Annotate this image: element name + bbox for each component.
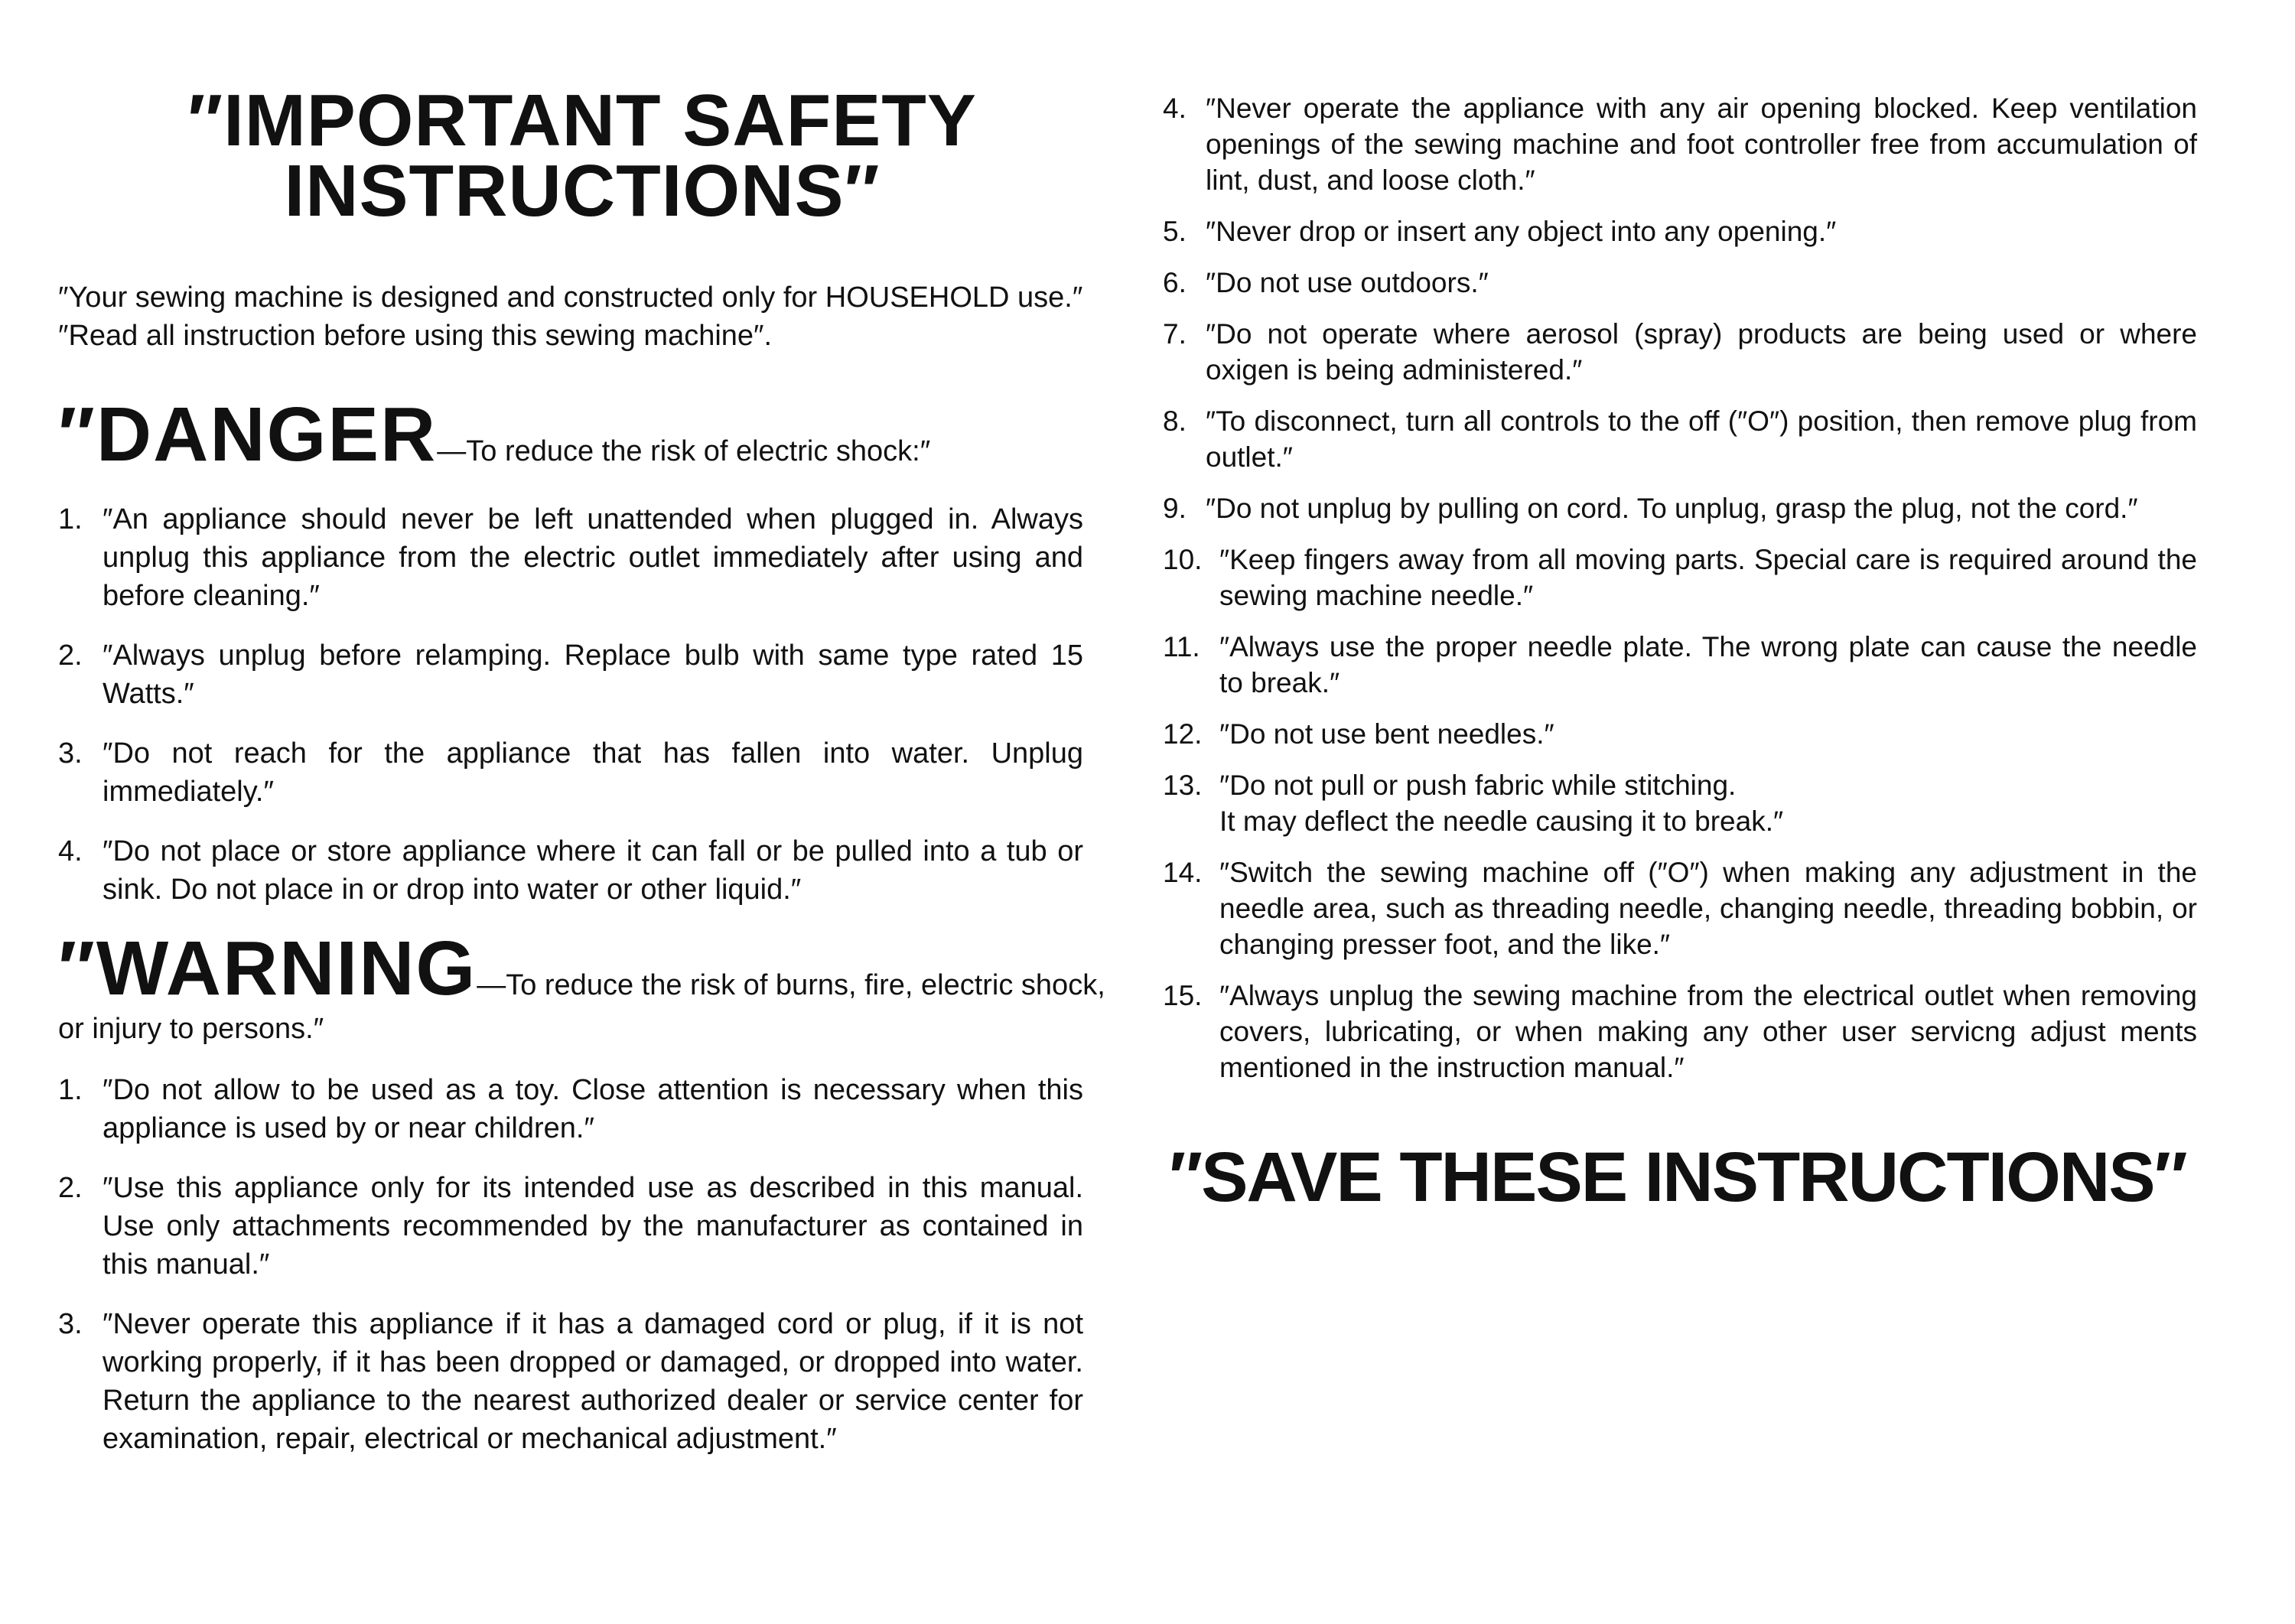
- item-number: 2.: [58, 640, 83, 672]
- item-text: ″Never operate this appliance if it has a damaged cord or plug, if it is not working properly, if it has been dropped or damaged, or dropped into water. Return the appliance to the nearest authorized dealer or service center for examination, repair, electrical or mechanical adjustment.″: [103, 1308, 1083, 1455]
- intro-text: [58, 278, 1083, 355]
- warning-list-continued: [1163, 90, 2197, 1085]
- item-text-continued: It may deflect the needle causing it to break.″: [1219, 805, 1784, 837]
- item-number: 11.: [1163, 631, 1200, 662]
- list-item: [1163, 716, 2197, 752]
- item-text: ″Do not place or store appliance where it can fall or be pulled into a tub or sink. Do not place in or drop into water or other liquid.″: [103, 835, 1083, 906]
- item-number: 4.: [1163, 93, 1187, 124]
- item-text: ″Do not unplug by pulling on cord. To unplug, grasp the plug, not the cord.″: [1206, 493, 2138, 524]
- intro-line-2: ″Read all instruction before using this sewing machine″.: [58, 320, 773, 352]
- danger-list: [58, 500, 1083, 909]
- item-text: ″Keep fingers away from all moving parts. Special care is required around the sewing machine needle.″: [1219, 544, 2197, 611]
- item-text: ″Do not use outdoors.″: [1206, 267, 1489, 298]
- item-text: ″To disconnect, turn all controls to the off (″O″) position, then remove plug from outlet.″: [1206, 405, 2197, 473]
- list-item: [1163, 265, 2197, 301]
- list-item: [1163, 978, 2197, 1085]
- warning-heading: [58, 926, 1105, 1011]
- list-item: [1163, 490, 2197, 526]
- item-text: ″Always use the proper needle plate. The wrong plate can cause the needle to break.″: [1219, 631, 2197, 698]
- item-number: 1.: [58, 1074, 83, 1106]
- item-text: ″Do not operate where aerosol (spray) products are being used or where oxigen is being administered.″: [1206, 318, 2197, 386]
- list-item: [1163, 629, 2197, 701]
- warning-subtitle-continued: or injury to persons.″: [58, 1013, 324, 1045]
- item-number: 7.: [1163, 318, 1187, 350]
- item-text: ″Always unplug before relamping. Replace bulb with same type rated 15 Watts.″: [103, 640, 1083, 710]
- item-text: ″Always unplug the sewing machine from the electrical outlet when removing covers, lubricating, or when making any other user servicng adjust ments mentioned in the instruction manual.″: [1219, 980, 2197, 1083]
- item-number: 3.: [58, 737, 83, 770]
- list-item: [1163, 90, 2197, 198]
- item-number: 2.: [58, 1172, 83, 1204]
- left-column: [58, 80, 1105, 1458]
- warning-subtitle: —To reduce the risk of burns, fire, electric shock,: [477, 969, 1105, 1001]
- item-text: ″Do not use bent needles.″: [1219, 718, 1554, 750]
- item-text: ″An appliance should never be left unattended when plugged in. Always unplug this appliance from the electric outlet immediately after using and before cleaning.″: [103, 503, 1083, 612]
- list-item: [1163, 542, 2197, 613]
- right-column: [1163, 90, 2197, 1216]
- item-text: ″Use this appliance only for its intended use as described in this manual. Use only attachments recommended by the manufacturer as contained in this manual.″: [103, 1172, 1083, 1281]
- list-item: [58, 1071, 1083, 1147]
- list-item: [1163, 854, 2197, 962]
- list-item: [58, 1305, 1083, 1458]
- danger-subtitle: —To reduce the risk of electric shock:″: [437, 435, 931, 467]
- item-number: 8.: [1163, 405, 1187, 437]
- list-item: [58, 1169, 1083, 1284]
- list-item: [1163, 316, 2197, 388]
- item-text: ″Do not reach for the appliance that has fallen into water. Unplug immediately.″: [103, 737, 1083, 808]
- warning-label: ″WARNING: [58, 926, 477, 1011]
- title-line-1: ″IMPORTANT SAFETY: [187, 80, 977, 161]
- danger-label: ″DANGER: [58, 392, 438, 477]
- item-number: 6.: [1163, 267, 1187, 298]
- item-text: ″Never drop or insert any object into any opening.″: [1206, 216, 1837, 247]
- list-item: [58, 636, 1083, 713]
- item-number: 5.: [1163, 216, 1187, 247]
- item-text: ″Do not pull or push fabric while stitching.: [1219, 770, 1737, 801]
- save-instructions-heading: ″SAVE THESE INSTRUCTIONS″: [1169, 1138, 2186, 1216]
- list-item: [1163, 213, 2197, 249]
- item-number: 9.: [1163, 493, 1187, 524]
- item-text: ″Never operate the appliance with any air opening blocked. Keep ventilation openings of the sewing machine and foot controller free from accumulation of lint, dust, and loose cloth.″: [1206, 93, 2197, 196]
- item-number: 14.: [1163, 857, 1203, 888]
- item-number: 13.: [1163, 770, 1203, 801]
- page-title: [58, 80, 1083, 232]
- list-item: [58, 500, 1083, 615]
- item-number: 3.: [58, 1308, 83, 1340]
- list-item: [58, 734, 1083, 811]
- danger-heading: [58, 392, 1083, 477]
- item-number: 4.: [58, 835, 83, 867]
- item-number: 12.: [1163, 718, 1203, 750]
- list-item: [1163, 767, 2197, 839]
- list-item: [58, 832, 1083, 909]
- item-number: 10.: [1163, 544, 1203, 575]
- item-text: ″Switch the sewing machine off (″O″) when making any adjustment in the needle area, such as threading needle, changing needle, threading bobbin, or changing presser foot, and the like.″: [1219, 857, 2197, 960]
- item-number: 15.: [1163, 980, 1203, 1011]
- title-line-2: INSTRUCTIONS″: [284, 150, 881, 232]
- item-number: 1.: [58, 503, 83, 535]
- warning-list: [58, 1071, 1083, 1458]
- item-text: ″Do not allow to be used as a toy. Close attention is necessary when this appliance is used by or near children.″: [103, 1074, 1083, 1144]
- intro-line-1: ″Your sewing machine is designed and constructed only for HOUSEHOLD use.″: [58, 282, 1083, 314]
- list-item: [1163, 403, 2197, 475]
